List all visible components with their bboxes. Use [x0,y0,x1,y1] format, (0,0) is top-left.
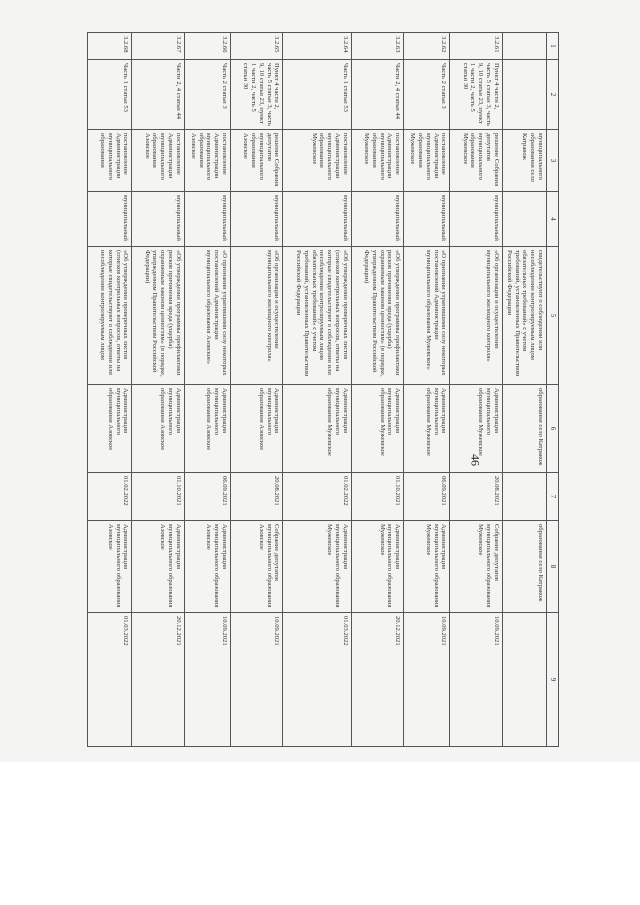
header-cell: 2 [546,60,558,130]
table-cell-title: «О признании утратившими силу некоторых постановлений Администрации муниципального образования Азовское» [184,247,230,385]
table-cell-doc-type: постановление Администрации муниципального образования Мужевское [283,130,351,192]
table-cell-title: «Об организации и осуществлении муниципального жилищного контроля» [230,247,282,385]
table-cell-developer: Администрация муниципального образования Азовское [132,385,184,473]
table-cell-date-app: 20.12.2021 [351,613,403,747]
table-cell-article: Часть 1 статьи 53 [283,60,351,130]
table-cell-article: Часть 2 статьи 3 [404,60,450,130]
rotated-table-area [87,32,559,746]
table-cell-date-dev: 01.10.2021 [351,473,403,521]
table-cell-article: Части 2, 4 статьи 44 [351,60,403,130]
table-cell-doc-type: постановление Администрации муниципального образования Азовское [132,130,184,192]
table-cell-date-app: 01.03.2022 [88,613,132,747]
table-cell-article: Часть 1 статьи 53 [88,60,132,130]
table-cell-date-app: 10.09.2021 [184,613,230,747]
table-cell-num: 3.2.62 [404,33,450,60]
header-cell: 9 [546,613,558,747]
table-cell-date-app: 10.09.2021 [450,613,502,747]
table-cell-title: «Об утверждении программы профилактики рисков причинения вреда (ущерба) охраняемым законом ценностям» (в порядке, утвержденном Правительством Российской Федерации) [351,247,403,385]
table-cell-num: 3.2.67 [132,33,184,60]
table-cell-date-dev: 06.09.2021 [404,473,450,521]
table-cell-title: «О признании утратившими силу некоторых постановлений Администрации муниципального образования Мужевское» [404,247,450,385]
regulation-table [87,32,559,747]
table-cell-approver: Администрация муниципального образования Мужевское [351,521,403,613]
table-cell-approver: Администрация муниципального образования Азовское [184,521,230,613]
table-cell [502,613,546,747]
table-row [88,33,132,747]
table-cell-article: Части 2, 4 статьи 44 [132,60,184,130]
table-cell-approver: Администрация муниципального образования Мужевское [283,521,351,613]
table-cell-date-app: 20.12.2021 [132,613,184,747]
table-row [404,33,450,747]
table-cell-developer: Администрация муниципального образования Мужевское [351,385,403,473]
header-cell: 3 [546,130,558,192]
table-cell-title: «Об утверждении проверочных листов (списков контрольных вопросов, ответы на которые свидетельствуют о соблюдении или несоблюдении контролируемым лицом обязательных требований» с учетом требований, установленных Правительством Российской Федерации [283,247,351,385]
table-cell [502,473,546,521]
table-cell-article: Пункт 4 части 2, часть 5 статьи 3, часть 9, 10 статьи 23, пункт 1 части 2, часть 5 статьи 30 [230,60,282,130]
table-wrapper [87,32,559,746]
table-cell-level: муниципальный [88,192,132,247]
table-cell-approver: Собрание депутатов муниципального образования Азовское [230,521,282,613]
table-cell-approver: Администрация муниципального образования Азовское [132,521,184,613]
table-cell-developer: Администрация муниципального образования Азовское [230,385,282,473]
table-cell-date-dev: 06.09.2021 [184,473,230,521]
table-cell-level: муниципальный [283,192,351,247]
table-cell-level: муниципальный [132,192,184,247]
table-cell-date-dev: 01.02.2022 [88,473,132,521]
table-cell [502,33,546,60]
table-cell-date-dev: 20.08.2021 [450,473,502,521]
page-bottom-margin [0,762,640,905]
table-cell-developer: Администрация муниципального образования Мужевское [404,385,450,473]
table-cell-date-app: 01.03.2022 [283,613,351,747]
header-cell: 1 [546,33,558,60]
table-row [132,33,184,747]
table-cell-approver: Собрание депутатов муниципального образования Мужевское [450,521,502,613]
table-cell-article: Часть 2 статьи 3 [184,60,230,130]
table-cell-level: муниципальный [184,192,230,247]
table-cell-approver: Администрация муниципального образования Мужевское [404,521,450,613]
table-cell-doc-type: решение Собрания депутатов муниципального образования Азовское [230,130,282,192]
table-cell: образования село Катравож [502,521,546,613]
table-cell-num: 3.2.61 [450,33,502,60]
table-cell: муниципального образования село Катравож [502,130,546,192]
continuation-row [502,33,546,747]
table-cell-doc-type: постановление Администрации муниципального образования [88,130,132,192]
table-row [283,33,351,747]
table-cell [502,60,546,130]
table-cell-developer: Администрация муниципального образования Мужевское [283,385,351,473]
table-row [230,33,282,747]
table-cell-doc-type: постановление Администрации муниципального образования Азовское [184,130,230,192]
table-row [450,33,502,747]
table-cell-approver: Администрация муниципального образования Азовское [88,521,132,613]
header-cell: 7 [546,473,558,521]
table-cell-developer: Администрация муниципального образования Азовское [88,385,132,473]
table-row [351,33,403,747]
table-cell-num: 3.2.68 [88,33,132,60]
table-cell-doc-type: постановление Администрации муниципального образования Мужевское [404,130,450,192]
table-row [184,33,230,747]
table-cell-date-dev: 01.10.2021 [132,473,184,521]
header-cell: 6 [546,385,558,473]
table-cell: образования село Катравож [502,385,546,473]
page-number: 46 [468,454,483,466]
table-cell-num: 3.2.64 [283,33,351,60]
table-cell-date-dev: 20.08.2021 [230,473,282,521]
table-cell-doc-type: постановление Администрации муниципального образования Мужевское [351,130,403,192]
table-cell [502,192,546,247]
table-cell-date-app: 10.09.2021 [404,613,450,747]
table-cell-article: Пункт 4 части 2, часть 5 статьи 3, часть 9, 10 статьи 23, пункт 1 части 2, часть 5 статьи 30 [450,60,502,130]
table-cell-level: муниципальный [230,192,282,247]
table-cell-num: 3.2.66 [184,33,230,60]
table-cell-level: муниципальный [404,192,450,247]
table-cell-title: «Об утверждении программы профилактики рисков причинения вреда (ущерба) охраняемым законом ценностям» (в порядке, утвержденном Правительством Российской Федерации) [132,247,184,385]
header-cell: 4 [546,192,558,247]
table-cell-title: «Об утверждении проверочных листов (списков контрольных вопросов, ответы на которые свидетельствуют о соблюдении или несоблюдении контролируемым лицом [88,247,132,385]
header-cell: 5 [546,247,558,385]
table-cell-date-app: 10.09.2021 [230,613,282,747]
table-cell-date-dev: 01.02.2022 [283,473,351,521]
table-cell-num: 3.2.65 [230,33,282,60]
header-row [546,33,558,747]
table-cell: свидетельствуют о соблюдении или несоблюдении контролируемым лицом обязательных требований» с учетом требований, установленных Правительством Российской Федерации [502,247,546,385]
table-cell-level: муниципальный [450,192,502,247]
table-cell-level: муниципальный [351,192,403,247]
table-cell-doc-type: решение Собрания депутатов муниципального образования Мужевское [450,130,502,192]
table-cell-num: 3.2.63 [351,33,403,60]
table-cell-developer: Администрация муниципального образования Азовское [184,385,230,473]
table-cell-title: «Об организации и осуществлении муниципального жилищного контроля» [450,247,502,385]
table-cell-developer: Администрация муниципального образования Мужевское [450,385,502,473]
header-cell: 8 [546,521,558,613]
